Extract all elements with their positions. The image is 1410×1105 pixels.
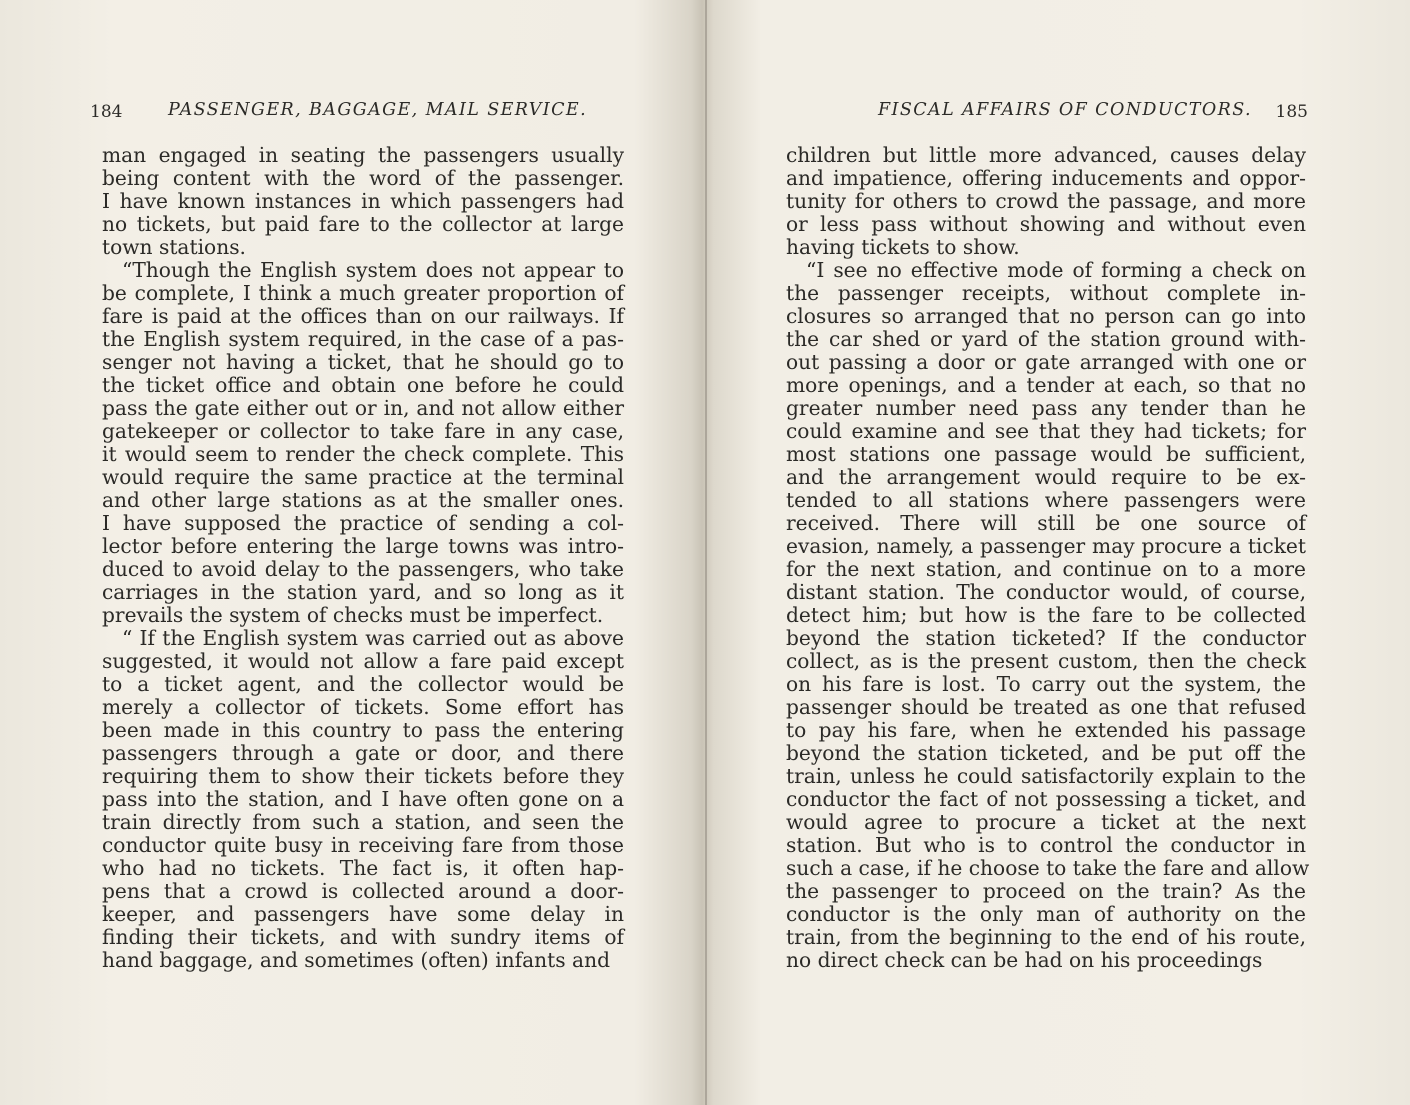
- text-line: would require the same practice at the terminal: [102, 465, 624, 489]
- text-line: “I see no effective mode of forming a check on: [806, 258, 1306, 282]
- text-line: town stations.: [102, 235, 246, 259]
- text-line: passenger should be treated as one that refused: [786, 695, 1306, 719]
- text-line: train directly from such a station, and seen the: [102, 810, 624, 834]
- text-line: the car shed or yard of the station ground with-: [786, 327, 1306, 351]
- text-line: being content with the word of the passenger.: [102, 166, 624, 190]
- text-line: beyond the station ticketed, and be put off the: [786, 741, 1306, 765]
- text-line: who had no tickets. The fact is, it often hap-: [102, 856, 624, 880]
- right-page: [786, 92, 1310, 972]
- text-line: “ If the English system was carried out as above: [122, 626, 624, 650]
- text-line: passengers through a gate or door, and there: [102, 741, 624, 765]
- text-line: train, unless he could satisfactorily explain to the: [786, 764, 1306, 788]
- text-line: the English system required, in the case of a pas-: [102, 327, 624, 351]
- text-line: hand baggage, and sometimes (often) infants and: [102, 948, 611, 972]
- text-line: “Though the English system does not appear to: [122, 258, 624, 282]
- text-line: could examine and see that they had tickets; for: [786, 419, 1306, 443]
- text-line: pass the gate either out or in, and not allow either: [102, 396, 624, 420]
- right-page-text: [786, 143, 1310, 972]
- text-line: I have known instances in which passengers had: [102, 189, 624, 213]
- text-line: man engaged in seating the passengers usually: [102, 143, 624, 167]
- text-line: such a case, if he choose to take the fare and allow: [786, 856, 1310, 880]
- text-line: pass into the station, and I have often gone on a: [102, 787, 624, 811]
- text-line: pens that a crowd is collected around a door-: [102, 879, 624, 903]
- text-line: tended to all stations where passengers were: [786, 488, 1306, 512]
- text-line: collect, as is the present custom, then the check: [786, 649, 1306, 673]
- right-running-title: FISCAL AFFAIRS OF CONDUCTORS.: [878, 100, 1252, 120]
- text-line: detect him; but how is the fare to be collected: [786, 603, 1306, 627]
- text-line: senger not having a ticket, that he should go to: [102, 350, 624, 374]
- left-running-head: [90, 92, 624, 122]
- text-line: closures so arranged that no person can go into: [786, 304, 1306, 328]
- text-line: conductor quite busy in receiving fare from those: [102, 833, 624, 857]
- text-line: or less pass without showing and without even: [786, 212, 1306, 236]
- text-line: conductor is the only man of authority on the: [786, 902, 1306, 926]
- text-line: evasion, namely, a passenger may procure a ticket: [786, 534, 1306, 558]
- right-running-head: [786, 92, 1306, 122]
- left-page-number: 184: [90, 102, 123, 122]
- text-line: I have supposed the practice of sending a col-: [102, 511, 624, 535]
- text-line: suggested, it would not allow a fare paid except: [102, 649, 624, 673]
- text-line: duced to avoid delay to the passengers, who take: [102, 557, 624, 581]
- text-line: distant station. The conductor would, of course,: [786, 580, 1306, 604]
- text-line: fare is paid at the offices than on our railways. If: [102, 304, 624, 328]
- text-line: it would seem to render the check complete. This: [102, 442, 624, 466]
- text-line: keeper, and passengers have some delay in: [102, 902, 624, 926]
- text-line: tunity for others to crowd the passage, and more: [786, 189, 1306, 213]
- right-page-number: 185: [1275, 102, 1308, 122]
- text-line: more openings, and a tender at each, so that no: [786, 373, 1306, 397]
- text-line: on his fare is lost. To carry out the system, the: [786, 672, 1306, 696]
- text-line: train, from the beginning to the end of his route,: [786, 925, 1306, 949]
- left-page-text: [102, 144, 624, 972]
- text-line: the passenger receipts, without complete in-: [786, 281, 1306, 305]
- text-line: and the arrangement would require to be ex-: [786, 465, 1306, 489]
- text-line: the ticket office and obtain one before he could: [102, 373, 624, 397]
- text-line: finding their tickets, and with sundry items of: [102, 925, 624, 949]
- text-line: conductor the fact of not possessing a ticket, and: [786, 787, 1306, 811]
- text-line: and impatience, offering inducements and oppor-: [786, 166, 1306, 190]
- text-line: would agree to procure a ticket at the next: [786, 810, 1306, 834]
- text-line: no tickets, but paid fare to the collector at large: [102, 212, 624, 236]
- text-line: be complete, I think a much greater proportion of: [102, 281, 624, 305]
- text-line: gatekeeper or collector to take fare in any case,: [102, 419, 624, 443]
- book-gutter: [705, 0, 707, 1105]
- text-line: been made in this country to pass the entering: [102, 718, 624, 742]
- text-line: beyond the station ticketed? If the conductor: [786, 626, 1306, 650]
- text-line: prevails the system of checks must be imperfect.: [102, 603, 604, 627]
- left-running-title: PASSENGER, BAGGAGE, MAIL SERVICE.: [168, 100, 588, 120]
- text-line: lector before entering the large towns was intro-: [102, 534, 624, 558]
- text-line: children but little more advanced, causes delay: [786, 143, 1306, 167]
- text-line: most stations one passage would be sufficient,: [786, 442, 1306, 466]
- text-line: to pay his fare, when he extended his passage: [786, 718, 1306, 742]
- text-line: having tickets to show.: [786, 235, 1020, 259]
- text-line: station. But who is to control the conductor in: [786, 833, 1306, 857]
- text-line: carriages in the station yard, and so long as it: [102, 580, 624, 604]
- text-line: for the next station, and continue on to a more: [786, 557, 1306, 581]
- text-line: greater number need pass any tender than he: [786, 396, 1306, 420]
- text-line: requiring them to show their tickets before they: [102, 764, 624, 788]
- text-line: merely a collector of tickets. Some effort has: [102, 695, 624, 719]
- text-line: out passing a door or gate arranged with one or: [786, 350, 1306, 374]
- text-line: to a ticket agent, and the collector would be: [102, 672, 624, 696]
- text-line: the passenger to proceed on the train? As the: [786, 879, 1306, 903]
- text-line: no direct check can be had on his proceedings: [786, 948, 1263, 972]
- left-page: [90, 92, 624, 972]
- text-line: and other large stations as at the smaller ones.: [102, 488, 624, 512]
- text-line: received. There will still be one source of: [786, 511, 1306, 535]
